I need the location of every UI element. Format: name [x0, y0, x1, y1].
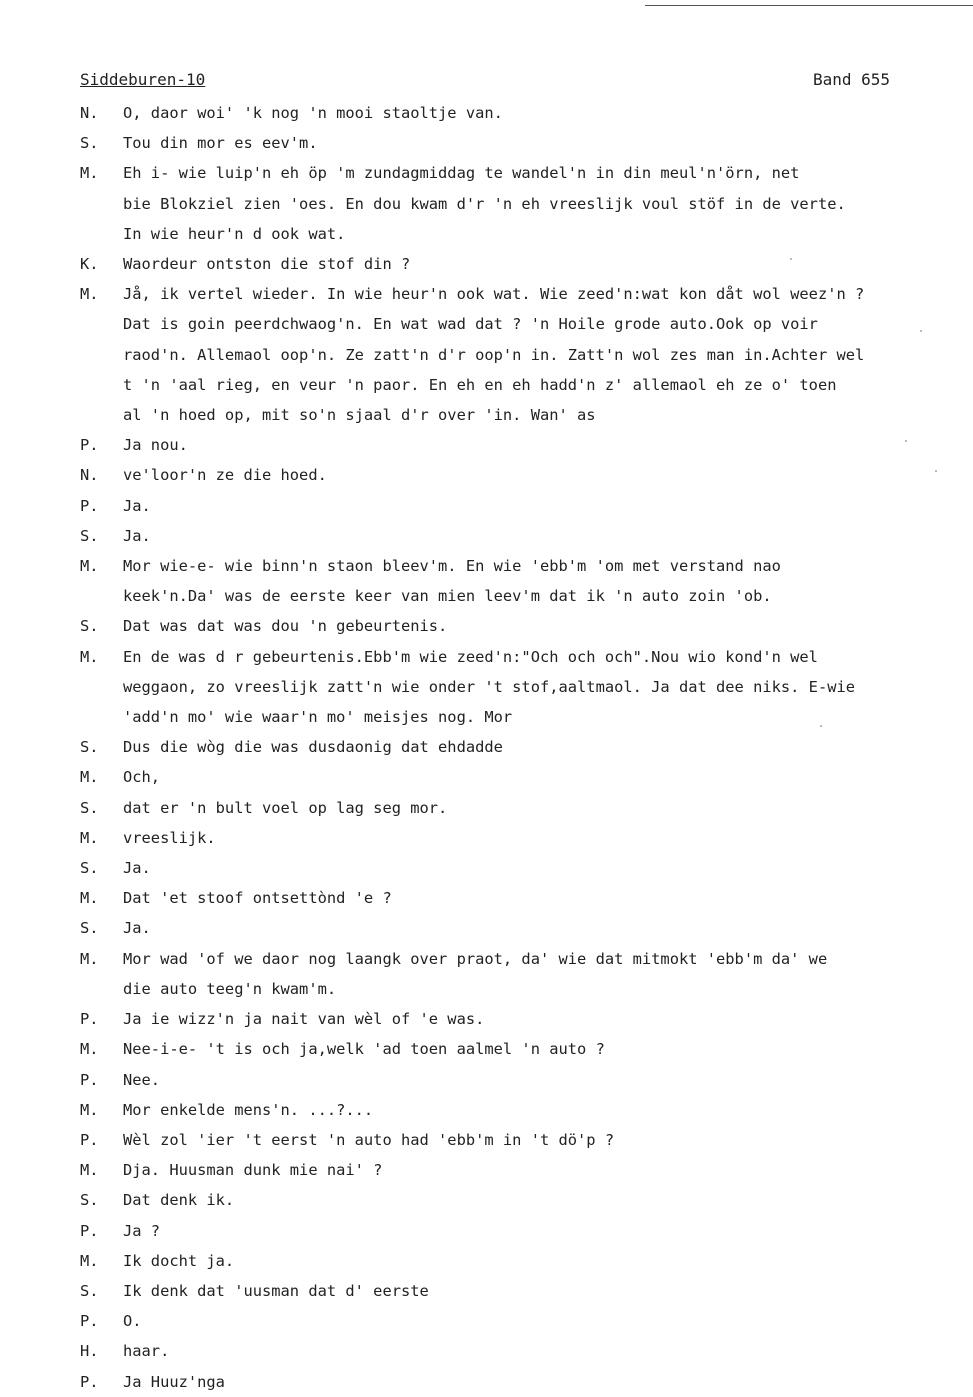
transcript-turn	[80, 1216, 970, 1246]
utterance-line: O, daor woi' 'k nog 'n mooi staoltje van.	[123, 104, 503, 122]
transcript-turn	[80, 1276, 970, 1306]
transcript	[80, 98, 970, 1397]
utterance-line: En de was d r gebeurtenis.Ebb'm wie zeed'n:"Och och och".Nou wio kond'n wel	[123, 647, 818, 666]
transcript-turn	[80, 823, 970, 853]
speaker-label: S.	[80, 526, 99, 545]
speaker-label: N.	[80, 104, 99, 122]
utterance-line: Ja nou.	[123, 436, 188, 455]
speaker-label: M.	[80, 1100, 99, 1119]
transcript-turn	[80, 1246, 970, 1276]
speaker-label: M.	[80, 1040, 99, 1059]
utterance-line: al 'n hoed op, mit so'n sjaal d'r over 'in. Wan' as	[123, 406, 596, 425]
utterance-line: ve'loor'n ze die hoed.	[123, 466, 327, 485]
transcript-turn	[80, 1336, 970, 1366]
transcript-turn	[80, 642, 970, 733]
transcript-turn	[80, 491, 970, 521]
utterance-line: Ja.	[123, 496, 151, 515]
transcript-turn	[80, 1065, 970, 1095]
transcript-turn	[80, 883, 970, 913]
speaker-label: P.	[80, 1372, 99, 1391]
utterance-line: Wèl zol 'ier 't eerst 'n auto had 'ebb'm in 't dö'p ?	[123, 1130, 615, 1149]
speaker-label: H.	[80, 1342, 99, 1361]
scan-speck	[920, 330, 922, 332]
utterance-line: O.	[123, 1312, 142, 1331]
scan-speck	[935, 470, 937, 472]
transcript-turn	[80, 249, 970, 279]
transcript-turn	[80, 460, 970, 490]
speaker-label: S.	[80, 798, 99, 817]
transcript-turn	[80, 551, 970, 611]
transcript-turn	[80, 1306, 970, 1336]
transcript-turn	[80, 98, 970, 128]
utterance-line: Eh i- wie luip'n eh öp 'm zundagmiddag te wandel'n in din meul'n'örn, net	[123, 164, 800, 183]
transcript-turn	[80, 611, 970, 641]
utterance-line: Mor enkelde mens'n. ...?...	[123, 1100, 374, 1119]
transcript-turn	[80, 158, 970, 249]
utterance-line: dat er 'n bult voel op lag seg mor.	[123, 798, 448, 817]
utterance-line: raod'n. Allemaol oop'n. Ze zatt'n d'r oop'n in. Zatt'n wol zes man in.Achter wel	[123, 345, 865, 364]
speaker-label: P.	[80, 1221, 99, 1240]
speaker-label: S.	[80, 134, 99, 153]
speaker-label: P.	[80, 496, 99, 515]
utterance-line: Dat denk ik.	[123, 1191, 235, 1210]
band-number: Band 655	[812, 70, 890, 89]
utterance-line: Tou din mor es eev'm.	[123, 134, 318, 153]
speaker-label: S.	[80, 738, 99, 757]
transcript-turn	[80, 279, 970, 430]
utterance-line: Mor wad 'of we daor nog laangk over praot, da' wie dat mitmokt 'ebb'm da' we	[123, 949, 828, 968]
utterance-line: Dat 'et stoof ontsettònd 'e ?	[123, 889, 392, 908]
utterance-line: Dja. Huusman dunk mie nai' ?	[123, 1161, 383, 1180]
utterance-line: Waordeur ontston die stof din ?	[123, 255, 411, 274]
utterance-line: In wie heur'n d ook wat.	[123, 224, 346, 243]
transcript-turn	[80, 1185, 970, 1215]
speaker-label: S.	[80, 1281, 99, 1300]
page-header	[80, 70, 890, 96]
speaker-label: M.	[80, 557, 99, 576]
speaker-label: M.	[80, 647, 99, 666]
utterance-line: Dus die wòg die was dusdaonig dat ehdadde	[123, 738, 503, 757]
speaker-label: M.	[80, 889, 99, 908]
speaker-label: M.	[80, 768, 99, 787]
speaker-label: P.	[80, 1070, 99, 1089]
speaker-label: S.	[80, 859, 99, 878]
transcript-turn	[80, 732, 970, 762]
transcript-turn	[80, 1034, 970, 1064]
utterance-line: Dat was dat was dou 'n gebeurtenis.	[123, 617, 448, 636]
transcript-turn	[80, 1367, 970, 1397]
transcript-turn	[80, 521, 970, 551]
transcript-turn	[80, 128, 970, 158]
transcript-turn	[80, 1155, 970, 1185]
scan-speck	[905, 440, 907, 442]
utterance-line: Ik docht ja.	[123, 1251, 235, 1270]
utterance-line: 'add'n mo' wie waar'n mo' meisjes nog. Mor	[123, 708, 513, 727]
transcript-turn	[80, 762, 970, 792]
scan-speck	[790, 258, 792, 260]
utterance-line: Nee.	[123, 1070, 161, 1089]
utterance-line: Jå, ik vertel wieder. In wie heur'n ook wat. Wie zeed'n:wat kon dåt wol weez'n ?	[123, 285, 865, 304]
speaker-label: M.	[80, 285, 99, 304]
speaker-label: M.	[80, 1251, 99, 1270]
utterance-line: Ja ?	[123, 1221, 161, 1240]
speaker-label: M.	[80, 164, 99, 183]
speaker-label: P.	[80, 1312, 99, 1331]
speaker-label: M.	[80, 949, 99, 968]
transcript-turn	[80, 913, 970, 943]
utterance-line: Nee-i-e- 't is och ja,welk 'ad toen aalmel 'n auto ?	[123, 1040, 605, 1059]
utterance-line: Ja.	[123, 859, 151, 878]
speaker-label: S.	[80, 1191, 99, 1210]
speaker-label: M.	[80, 828, 99, 847]
utterance-line: die auto teeg'n kwam'm.	[123, 979, 337, 998]
utterance-line: Ja ie wizz'n ja nait van wèl of 'e was.	[123, 1010, 485, 1029]
utterance-line: Och,	[123, 768, 161, 787]
speaker-label: N.	[80, 466, 99, 485]
transcript-turn	[80, 944, 970, 1004]
speaker-label: S.	[80, 919, 99, 938]
utterance-line: t 'n 'aal rieg, en veur 'n paor. En eh en eh hadd'n z' allemaol eh ze o' toen	[123, 375, 837, 394]
transcript-turn	[80, 430, 970, 460]
top-rule	[645, 5, 973, 6]
speaker-label: K.	[80, 255, 99, 274]
transcript-turn	[80, 1095, 970, 1125]
utterance-line: Ik denk dat 'uusman dat d' eerste	[123, 1281, 429, 1300]
utterance-line: Dat is goin peerdchwaog'n. En wat wad dat ? 'n Hoile grode auto.Ook op voir	[123, 315, 818, 334]
document-title: Siddeburen-10	[80, 70, 206, 89]
transcript-turn	[80, 853, 970, 883]
transcript-turn	[80, 793, 970, 823]
speaker-label: S.	[80, 617, 99, 636]
speaker-label: M.	[80, 1161, 99, 1180]
utterance-line: Ja Huuz'nga	[123, 1372, 225, 1391]
speaker-label: P.	[80, 436, 99, 455]
speaker-label: P.	[80, 1130, 99, 1149]
scan-speck	[820, 725, 822, 727]
utterance-line: Mor wie-e- wie binn'n staon bleev'm. En wie 'ebb'm 'om met verstand nao	[123, 557, 781, 576]
transcript-turn	[80, 1125, 970, 1155]
utterance-line: Ja.	[123, 919, 151, 938]
utterance-line: vreeslijk.	[123, 828, 216, 847]
utterance-line: weggaon, zo vreeslijk zatt'n wie onder 't stof,aaltmaol. Ja dat dee niks. E-wie	[123, 677, 856, 696]
transcript-turn	[80, 1004, 970, 1034]
speaker-label: P.	[80, 1010, 99, 1029]
utterance-line: keek'n.Da' was de eerste keer van mien leev'm dat ik 'n auto zoin 'ob.	[123, 587, 772, 606]
utterance-line: haar.	[123, 1342, 170, 1361]
utterance-line: bie Blokziel zien 'oes. En dou kwam d'r 'n eh vreeslijk voul stöf in de verte.	[123, 194, 846, 213]
utterance-line: Ja.	[123, 526, 151, 545]
